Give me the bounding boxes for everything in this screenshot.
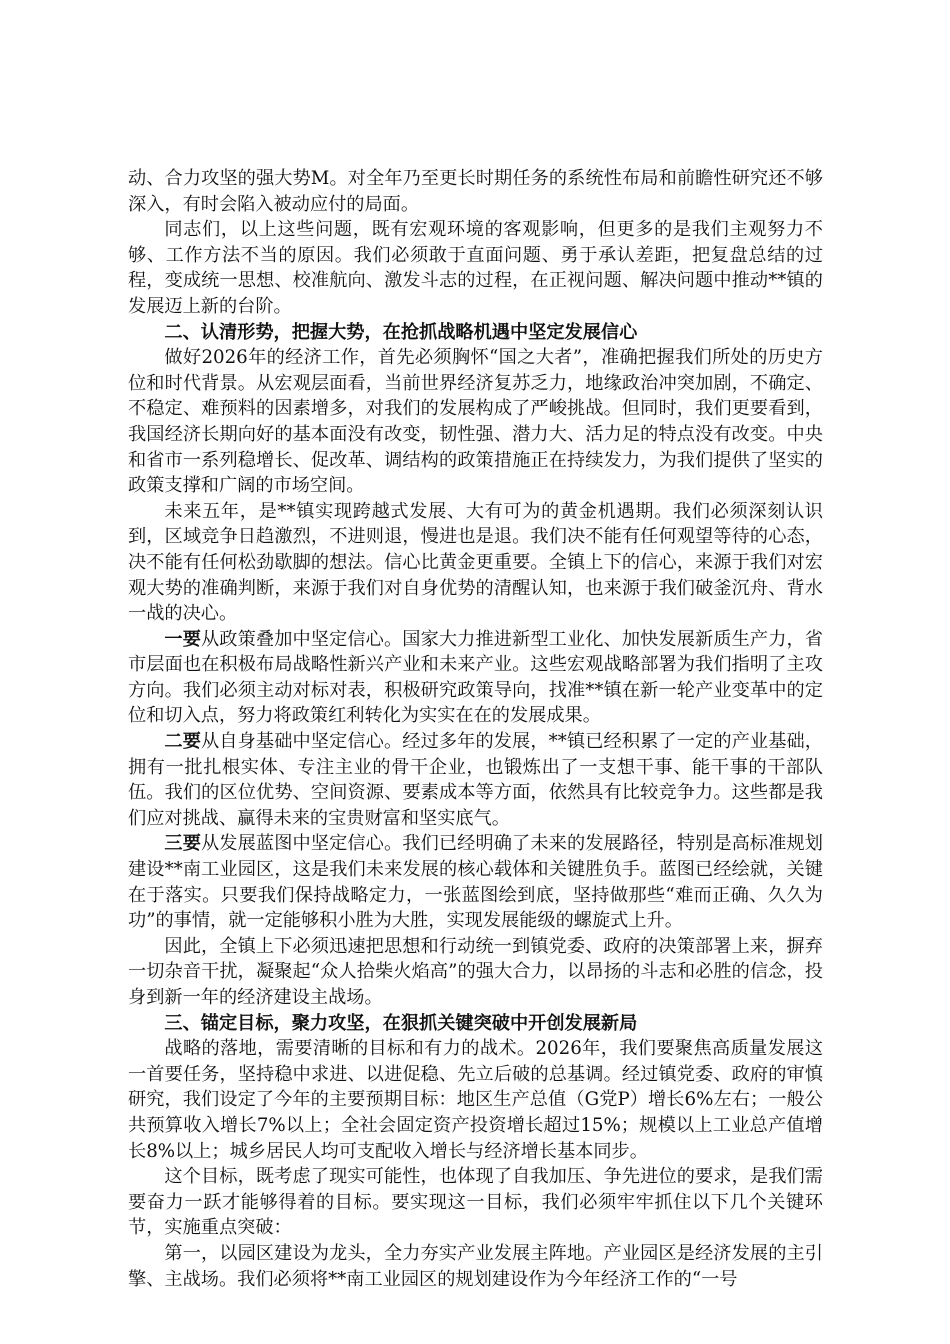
paragraph-confidence-1-text: 从政策叠加中坚定信心。国家大力推进新型工业化、加快发展新质生产力，省市层面也在积极布局战略性新兴产业和未来产业。这些宏观战略部署为我们指明了主攻方向。我们必须主动对标对表，积极研究政策导向，找准**镇在新一轮产业变革中的定位和切入点，努力将政策红利转化为实实在在的发展成果。 <box>128 628 823 727</box>
paragraph-first-measure: 第一，以园区建设为龙头，全力夯实产业发展主阵地。产业园区是经济发展的主引擎、主战场。我们必须将**南工业园区的规划建设作为今年经济工作的“一号 <box>128 1242 823 1290</box>
paragraph-confidence-3-text: 从发展蓝图中坚定信心。我们已经明确了未来的发展路径，特别是高标准规划建设**南工业园区，这是我们未来发展的核心载体和关键胜负手。蓝图已经绘就，关键在于落实。只要我们保持战略定力，一张蓝图绘到底，坚持做那些“难而正确、久久为功”的事情，就一定能够积小胜为大胜，实现发展能级的螺旋式上升。 <box>128 833 823 932</box>
section-heading-2: 二、认清形势，把握大势，在抢抓战略机遇中坚定发展信心 <box>164 321 638 343</box>
paragraph-confidence-1 <box>128 627 823 729</box>
paragraph-targets: 战略的落地，需要清晰的目标和有力的战术。2026年，我们要聚焦高质量发展这一首要任务，坚持稳中求进、以进促稳、先立后破的总基调。经过镇党委、政府的审慎研究，我们设定了今年的主要预期目标：地区生产总值（G党P）增长6%左右；一般公共预算收入增长7%以上；全社会固定资产投资增长超过15%；规模以上工业总产值增长8%以上；城乡居民人均可支配收入增长与经济增长基本同步。 <box>128 1038 823 1162</box>
paragraph-confidence-2-text: 从自身基础中坚定信心。经过多年的发展，**镇已经积累了一定的产业基础，拥有一批扎根实体、专注主业的骨干企业，也锻炼出了一支想干事、能干事的干部队伍。我们的区位优势、空间资源、要素成本等方面，依然具有比较竞争力。这些都是我们应对挑战、赢得未来的宝贵财富和坚实底气。 <box>128 731 823 829</box>
paragraph-target-rationale: 这个目标，既考虑了现实可能性，也体现了自我加压、争先进位的要求，是我们需要奋力一跃才能够得着的目标。要实现这一目标，我们必须牢牢抓住以下几个关键环节，实施重点突破： <box>128 1166 823 1239</box>
lead-phrase-3: 三要 <box>164 833 201 855</box>
paragraph-situation: 做好2026年的经济工作，首先必须胸怀“国之大者”，准确把握我们所处的历史方位和时代背景。从宏观层面看，当前世界经济复苏乏力，地缘政治冲突加剧，不确定、不稳定、难预料的因素增多，对我们的发展构成了严峻挑战。但同时，我们更要看到，我国经济长期向好的基本面没有改变，韧性强、潜力大、活力足的特点没有改变。中央和省市一系列稳增长、促改革、调结构的政策措施正在持续发力，为我们提供了坚实的政策支撑和广阔的市场空间。 <box>128 347 823 497</box>
paragraph-confidence-2 <box>128 729 823 831</box>
section-heading-3: 三、锚定目标，聚力攻坚，在狠抓关键突破中开创发展新局 <box>164 1012 638 1034</box>
paragraph-continuation: 动、合力攻坚的强大势М。对全年乃至更长时期任务的系统性布局和前瞻性研究还不够深入，有时会陷入被动应付的局面。 <box>128 168 823 215</box>
paragraph-confidence-3 <box>128 831 823 933</box>
paragraph-unify: 因此，全镇上下必须迅速把思想和行动统一到镇党委、政府的决策部署上来，摒弃一切杂音干扰，凝聚起“众人拾柴火焰高”的强大合力，以昂扬的斗志和必胜的信念，投身到新一年的经济建设主战场。 <box>128 935 823 1008</box>
lead-phrase-2: 二要 <box>164 731 201 753</box>
paragraph-problems-summary: 同志们，以上这些问题，既有宏观环境的客观影响，但更多的是我们主观努力不够、工作方法不当的原因。我们必须敢于直面问题、勇于承认差距，把复盘总结的过程，变成统一思想、校准航向、激发斗志的过程，在正视问题、解决问题中推动**镇的发展迈上新的台阶。 <box>128 219 823 317</box>
lead-phrase-1: 一要 <box>164 628 201 650</box>
paragraph-opportunity: 未来五年，是**镇实现跨越式发展、大有可为的黄金机遇期。我们必须深刻认识到，区域竞争日趋激烈，不进则退，慢进也是退。我们决不能有任何观望等待的心态，决不能有任何松劲歇脚的想法。信心比黄金更重要。全镇上下的信心，来源于我们对宏观大势的准确判断，来源于我们对自身优势的清醒认知，也来源于我们破釜沉舟、背水一战的决心。 <box>128 500 823 625</box>
document-body <box>128 166 823 1292</box>
